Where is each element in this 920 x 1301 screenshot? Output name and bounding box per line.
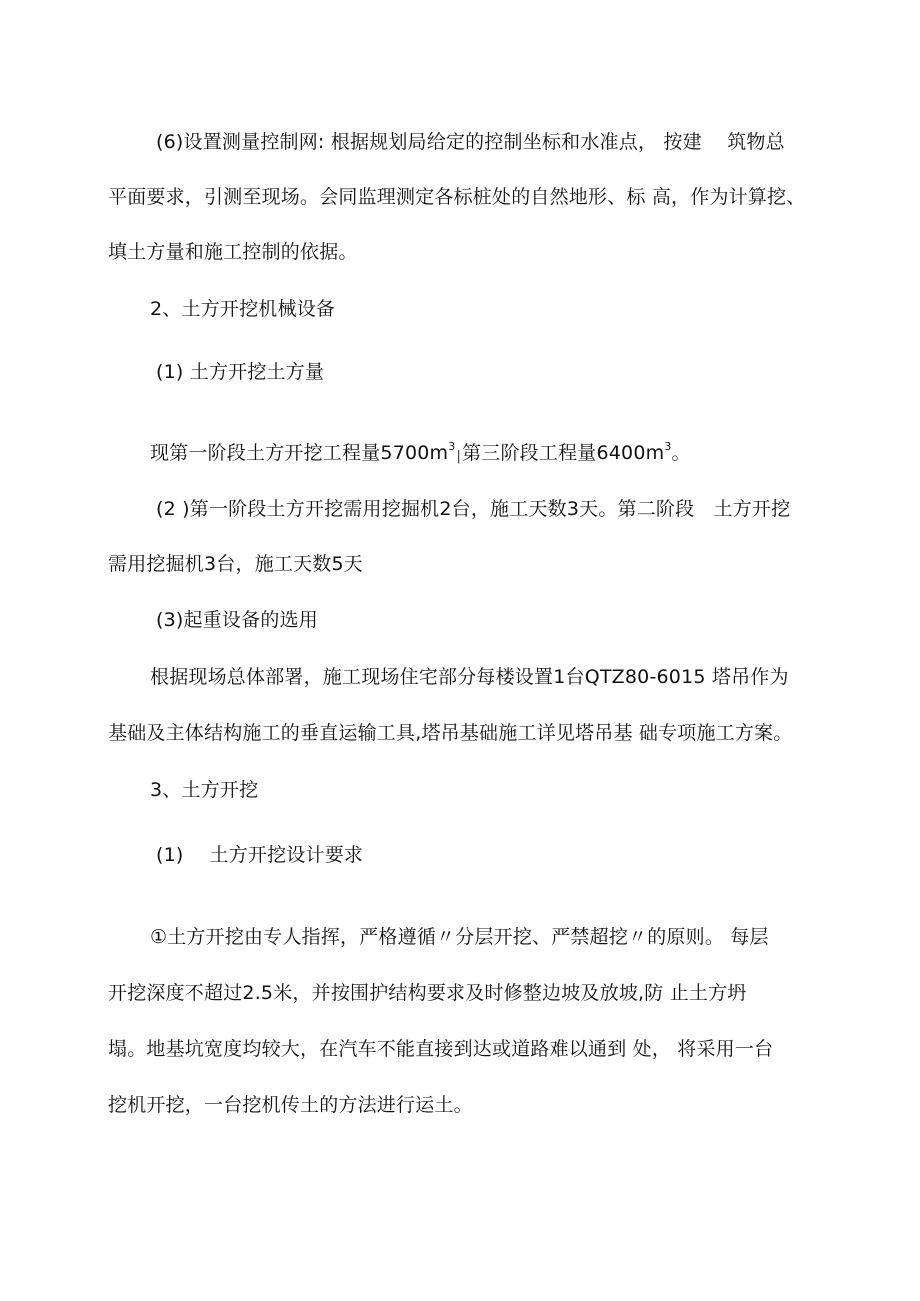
subheading-earthwork-volume: (1) 土方开挖土方量 <box>156 361 325 383</box>
paragraph-survey-line-2: 平面要求，引测至现场。会同监理测定各标桩处的自然地形、标 高，作为计算挖、 <box>108 186 806 208</box>
section-heading-3: 3、土方开挖 <box>150 779 259 801</box>
volume-end-mark: 。 <box>671 442 691 464</box>
subheading-number: (1) <box>156 844 184 866</box>
subheading-excavation-requirements <box>156 842 868 868</box>
paragraph-survey-line-3: 填土方量和施工控制的依据。 <box>108 241 358 263</box>
volume-unit-superscript-1: 3 <box>448 440 456 453</box>
subheading-lifting-equipment: (3)起重设备的选用 <box>156 609 318 631</box>
paragraph-excavation-line-3: 塌。地基坑宽度均较大，在汽车不能直接到达或道路难以通到 处， 将采用一台 <box>108 1038 774 1060</box>
volume-stage-3: 第三阶段工程量6400m <box>462 442 665 464</box>
paragraph-volume <box>150 440 862 470</box>
paragraph-excavation-line-4: 挖机开挖，一台挖机传土的方法进行运土。 <box>108 1094 473 1116</box>
paragraph-excavation-line-1: ①土方开挖由专人指挥，严格遵循〃分层开挖、严禁超挖〃的原则。 每层 <box>150 926 769 948</box>
paragraph-crane-line-1: 根据现场总体部署，施工现场住宅部分每楼设置1台QTZ80-6015 塔吊作为 <box>150 666 789 688</box>
volume-unit-superscript-2: 3 <box>664 440 672 453</box>
paragraph-excavators-line-1: (2 )第一阶段土方开挖需用挖掘机2台，施工天数3天。第二阶段 土方开挖 <box>156 498 791 520</box>
volume-separator: | <box>456 449 462 464</box>
subheading-text: 土方开挖设计要求 <box>209 844 364 866</box>
volume-stage-1: 现第一阶段土方开挖工程量5700m <box>150 442 449 464</box>
paragraph-crane-line-2: 基础及主体结构施工的垂直运输工具,塔吊基础施工详见塔吊基 础专项施工方案。 <box>108 722 793 744</box>
paragraph-excavators-line-2: 需用挖掘机3台，施工天数5天 <box>108 553 363 575</box>
paragraph-excavation-line-2: 开挖深度不超过2.5米，并按围护结构要求及时修整边坡及放坡,防 止土方坍 <box>108 982 747 1004</box>
paragraph-survey-line-1: (6)设置测量控制网: 根据规划局给定的控制坐标和水准点， 按建 筑物总 <box>156 131 785 153</box>
section-heading-2: 2、土方开挖机械设备 <box>150 298 336 320</box>
